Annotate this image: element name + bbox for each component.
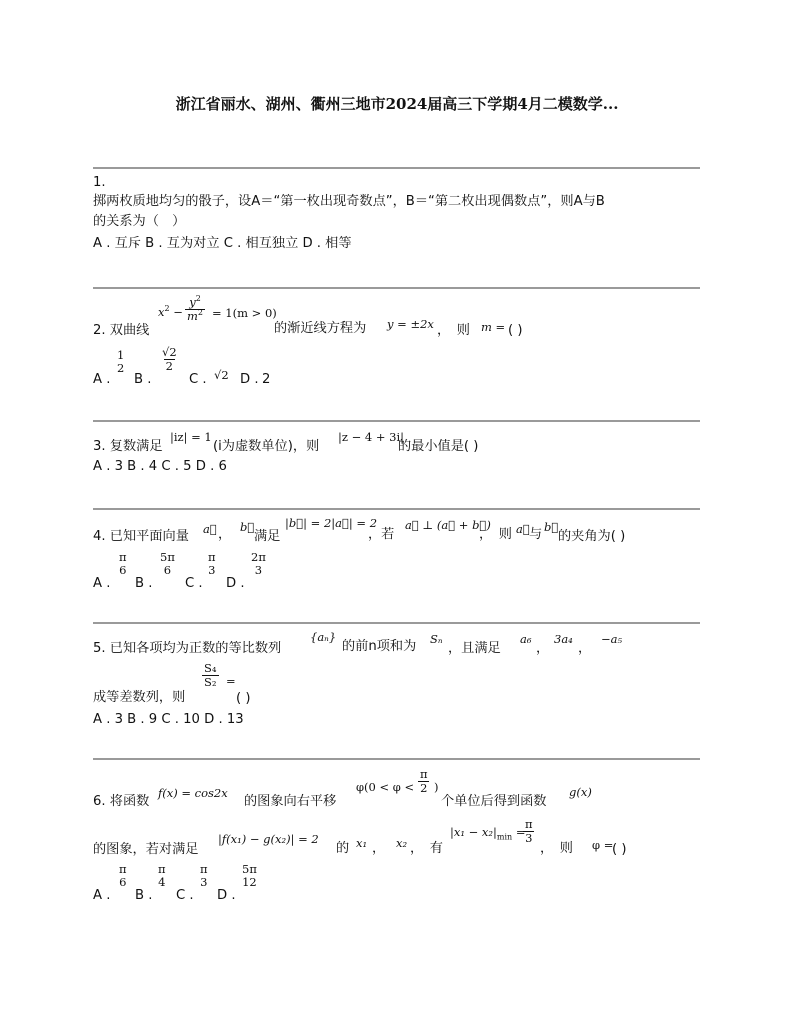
math-fraction: 5π 12 bbox=[242, 862, 257, 889]
option-label: D . bbox=[217, 888, 236, 903]
option-label: A . bbox=[93, 372, 111, 387]
math-formula: $x^2$ − bbox=[158, 304, 183, 319]
question-text: ， 则 bbox=[540, 841, 573, 856]
question-text: 掷两枚质地均匀的骰子，设A＝“第一枚出现奇数点”，B＝“第二枚出现偶数点”，则A与B bbox=[93, 194, 605, 209]
option-label: B . bbox=[135, 576, 153, 591]
option-label: D . bbox=[240, 372, 259, 387]
math-fraction: π 4 bbox=[158, 862, 166, 889]
question-text: 个单位后得到函数 bbox=[441, 794, 547, 809]
answer-options: A . 3 B . 4 C . 5 D . 6 bbox=[93, 459, 227, 474]
question-text: 的夹角为( ) bbox=[558, 529, 626, 544]
option-value: 2 bbox=[262, 372, 271, 387]
question-text: ， bbox=[218, 527, 232, 542]
math-formula: b⃗ bbox=[544, 520, 559, 534]
question-text: ， bbox=[536, 641, 550, 656]
math-formula: = 1(m > 0) bbox=[212, 306, 277, 320]
math-formula: $|x_1 - x_2|_{min}$ = bbox=[450, 825, 526, 842]
question-text: 与 bbox=[529, 527, 543, 542]
math-fraction: π 6 bbox=[119, 862, 127, 889]
math-formula: 3a₄ bbox=[554, 632, 573, 646]
option-label: A . bbox=[93, 888, 111, 903]
math-formula: {aₙ} bbox=[310, 630, 337, 644]
option-label: B . bbox=[135, 888, 153, 903]
divider bbox=[93, 287, 700, 289]
math-fraction: 5π 6 bbox=[160, 550, 175, 577]
option-label: C . bbox=[185, 576, 203, 591]
math-formula: a⃗ bbox=[516, 522, 530, 536]
question-text: (i为虚数单位)，则 bbox=[213, 439, 320, 454]
math-formula: g(x) bbox=[569, 785, 592, 799]
math-formula: |z − 4 + 3i| bbox=[338, 430, 405, 444]
answer-options: A . 3 B . 9 C . 10 D . 13 bbox=[93, 712, 244, 727]
math-formula: b⃗ bbox=[240, 520, 255, 534]
math-fraction: $\frac{\pi}{3}$ bbox=[525, 817, 533, 845]
question-text: 成等差数列，则 bbox=[93, 690, 186, 705]
question-text: 的渐近线方程为 bbox=[274, 321, 367, 336]
math-formula: φ(0 < φ < bbox=[356, 780, 415, 794]
question-text: 的图象向右平移 bbox=[244, 794, 337, 809]
question-text: ， 则 bbox=[479, 527, 512, 542]
question-text: 的前n项和为 bbox=[342, 639, 417, 654]
math-fraction: 2π 3 bbox=[251, 550, 266, 577]
question-text: 3. 复数满足 bbox=[93, 439, 163, 454]
math-formula: a₆ bbox=[520, 632, 532, 646]
question-text: 2. 双曲线 bbox=[93, 323, 150, 338]
math-formula: a⃗ ⊥ (a⃗ + b⃗) bbox=[405, 518, 491, 532]
math-fraction: π 3 bbox=[200, 862, 208, 889]
document-title: 浙江省丽水、湖州、衢州三地市2024届高三下学期4月二模数学... bbox=[175, 95, 619, 113]
math-fraction: π 6 bbox=[119, 550, 127, 577]
option-label: D . bbox=[226, 576, 245, 591]
math-formula: a⃗ bbox=[203, 522, 217, 536]
option-label: B . bbox=[134, 372, 152, 387]
math-formula: √2 bbox=[214, 368, 229, 382]
math-fraction: $\frac{y^2}{m^2}$ bbox=[187, 294, 203, 323]
question-text: ( ) bbox=[612, 842, 627, 857]
divider bbox=[93, 167, 700, 169]
math-fraction: $\frac{\text{S₄}}{\text{S₂}}$ bbox=[204, 661, 217, 689]
question-number: 1. bbox=[93, 175, 106, 190]
question-text: 的 bbox=[336, 841, 350, 856]
question-text: ( ) bbox=[236, 691, 251, 706]
question-text: 满足 bbox=[254, 529, 281, 544]
question-text: ， bbox=[578, 641, 592, 656]
divider bbox=[93, 758, 700, 760]
math-formula: |f(x₁) − g(x₂)| = 2 bbox=[218, 832, 319, 846]
question-text: ， 有 bbox=[410, 841, 443, 856]
option-label: A . bbox=[93, 576, 111, 591]
divider bbox=[93, 622, 700, 624]
math-formula: |b⃗| = 2|a⃗| = 2 bbox=[285, 516, 378, 530]
math-formula: −a₅ bbox=[601, 632, 623, 646]
question-text: 的图象，若对满足 bbox=[93, 842, 199, 857]
math-formula: x₁ bbox=[356, 836, 368, 850]
question-text: 6. 将函数 bbox=[93, 794, 150, 809]
question-text: ( ) bbox=[508, 323, 523, 338]
question-text: ， 则 bbox=[437, 323, 470, 338]
math-formula: m = bbox=[481, 320, 506, 334]
math-formula: φ = bbox=[592, 838, 614, 852]
math-formula: ) bbox=[434, 780, 439, 794]
question-text: 的最小值是( ) bbox=[398, 439, 479, 454]
math-formula: y = ±2x bbox=[387, 317, 434, 331]
math-fraction: $\frac{√2}{2}$ bbox=[162, 345, 177, 373]
question-text: 的关系为（ ） bbox=[93, 214, 186, 229]
math-formula: x₂ bbox=[396, 836, 408, 850]
question-text: ，若 bbox=[368, 527, 395, 542]
math-formula: f(x) = cos2x bbox=[158, 786, 228, 800]
option-label: C . bbox=[189, 372, 207, 387]
answer-options: A . 互斥 B . 互为对立 C . 相互独立 D . 相等 bbox=[93, 236, 352, 251]
divider bbox=[93, 420, 700, 422]
math-fraction: $\frac{\pi}{2}$ bbox=[420, 767, 428, 795]
question-text: 5. 已知各项均为正数的等比数列 bbox=[93, 641, 282, 656]
question-text: ， bbox=[372, 841, 386, 856]
math-fraction: 1 2 bbox=[117, 348, 125, 375]
option-label: C . bbox=[176, 888, 194, 903]
math-fraction: π 3 bbox=[208, 550, 216, 577]
divider bbox=[93, 508, 700, 510]
math-formula: = bbox=[226, 674, 236, 688]
math-formula: |iz| = 1 bbox=[170, 430, 212, 444]
question-text: ，且满足 bbox=[448, 641, 501, 656]
math-formula: Sₙ bbox=[430, 632, 443, 646]
question-text: 4. 已知平面向量 bbox=[93, 529, 189, 544]
